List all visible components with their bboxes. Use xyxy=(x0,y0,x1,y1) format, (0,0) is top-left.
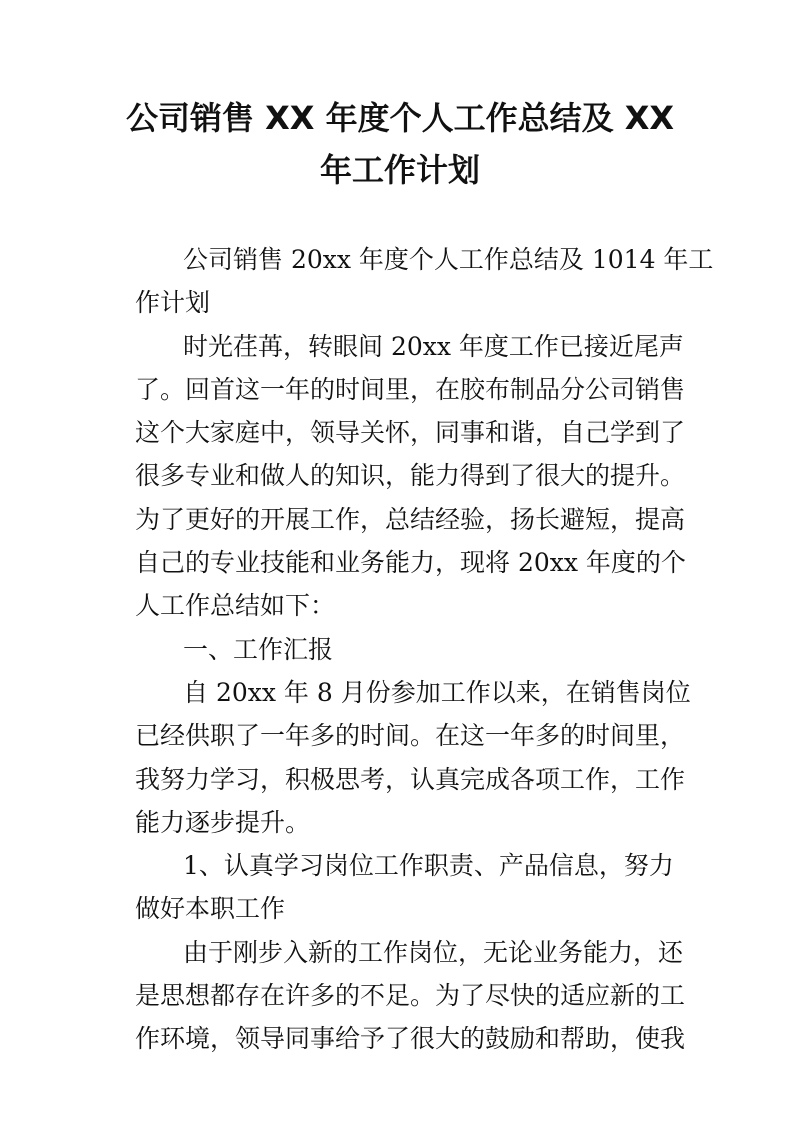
document-title xyxy=(110,92,690,196)
section-heading: 一、工作汇报 xyxy=(183,634,334,664)
paragraph-line: 自 20xx 年 8 月份参加工作以来，在销售岗位 xyxy=(183,677,691,707)
paragraph-line: 这个大家庭中，领导关怀，同事和谐，自己学到了 xyxy=(135,418,686,448)
paragraph-line: 公司销售 20xx 年度个人工作总结及 1014 年工 xyxy=(183,245,714,274)
paragraph-line: 时光荏苒，转眼间 20xx 年度工作已接近尾声 xyxy=(183,331,684,361)
paragraph-line: 自己的专业技能和业务能力，现将 20xx 年度的个 xyxy=(135,548,686,578)
title-line-2: 年工作计划 xyxy=(319,151,480,189)
paragraph-line: 已经供职了一年多的时间。在这一年多的时间里， xyxy=(135,721,686,751)
paragraph-line: 了。回首这一年的时间里，在胶布制品分公司销售 xyxy=(135,374,686,404)
subsection-heading: 1、认真学习岗位工作职责、产品信息，努力 xyxy=(183,851,674,881)
paragraph-line: 很多专业和做人的知识，能力得到了很大的提升。 xyxy=(135,461,686,491)
subsection-heading: 做好本职工作 xyxy=(135,894,286,924)
paragraph-line: 我努力学习，积极思考，认真完成各项工作，工作 xyxy=(135,764,686,794)
paragraph-line: 作计划 xyxy=(135,288,211,318)
paragraph-line: 为了更好的开展工作，总结经验，扬长避短，提高 xyxy=(135,504,686,534)
title-line-1: 公司销售 XX 年度个人工作总结及 XX xyxy=(125,99,675,137)
paragraph-line: 作环境，领导同事给予了很大的鼓励和帮助，使我 xyxy=(135,1024,686,1054)
paragraph-line: 由于刚步入新的工作岗位，无论业务能力，还 xyxy=(183,937,684,967)
paragraph-line: 能力逐步提升。 xyxy=(135,807,311,837)
document-body xyxy=(135,238,714,1061)
paragraph-line: 是思想都存在许多的不足。为了尽快的适应新的工 xyxy=(135,981,686,1011)
paragraph-line: 人工作总结如下： xyxy=(135,591,336,621)
